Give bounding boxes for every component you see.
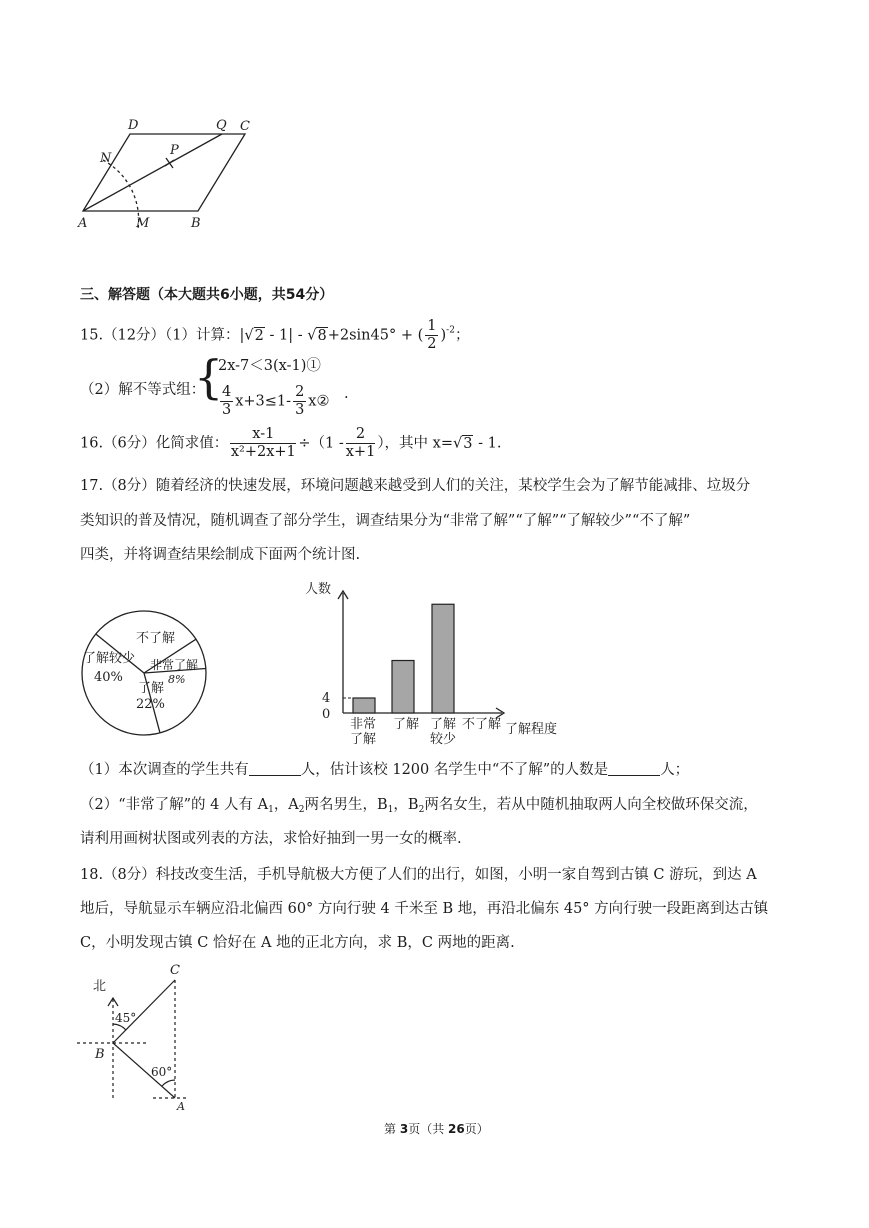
page-footer [384, 1120, 489, 1137]
footer-total-pages: 26 [448, 1122, 465, 1136]
parallelogram-abcd [83, 134, 245, 211]
pie-pct-feichang: 8% [168, 673, 186, 686]
bar-3 [432, 604, 454, 713]
label-p: P [170, 143, 179, 158]
minus-one: - 1 [264, 327, 289, 344]
frac-x-1 [230, 426, 296, 461]
parallelogram-figure [70, 110, 270, 235]
pie-label-feichang: 非常了解 [150, 658, 199, 672]
footer-mid: 页（共 [408, 1122, 449, 1136]
cat-label-3b: 较少 [430, 732, 457, 747]
answer-blank-1[interactable] [249, 761, 301, 776]
pie-label-jiaoshao: 了解较少 [83, 651, 136, 666]
minus: - [293, 327, 308, 344]
tick-label-0: 0 [322, 707, 331, 722]
frac-2-x1 [346, 426, 376, 461]
q15-part2-label: （2）解不等式组： [80, 382, 206, 398]
line-aq [83, 134, 222, 211]
fraction-half [425, 318, 438, 353]
cat-label-4: 不了解 [462, 717, 502, 732]
cat-label-1b: 了解 [350, 732, 377, 747]
end-mark: ； [454, 327, 470, 344]
ineq-mid: x+3≤1- [235, 393, 292, 410]
pie-chart [78, 605, 213, 740]
bar-2 [392, 661, 414, 714]
angle-60-label: 60° [151, 1065, 173, 1079]
q16-number: 16. [80, 435, 104, 452]
q17-sub1 [80, 760, 689, 780]
div-sign: ÷（1 - [298, 435, 344, 452]
pie-pct-jiaoshao: 40% [94, 670, 123, 685]
q17-line3: 四类，并将调查结果绘制成下面两个统计图. [80, 547, 361, 563]
label-b: B [191, 216, 201, 231]
angle-45-label: 45° [115, 1011, 137, 1025]
q17-number: 17. [80, 478, 104, 494]
north-label: 北 [93, 979, 107, 994]
q18-line3: C，小明发现古镇 C 恰好在 A 地的正北方向，求 B，C 两地的距离. [80, 935, 515, 951]
cat-label-1a: 非常 [350, 717, 377, 732]
frac-den: x²+2x+1 [230, 444, 296, 460]
sqrt-3: 3 [463, 435, 473, 452]
sqrt-2: 2 [254, 327, 264, 344]
label-c2: C [170, 963, 180, 978]
bar-xlabel: 了解程度 [505, 722, 558, 737]
footer-prefix: 第 [384, 1122, 400, 1136]
q16-end: - 1. [473, 435, 502, 452]
frac-den: x+1 [345, 444, 376, 460]
pie-pct-liaojie: 22% [136, 697, 165, 712]
q17-line2: 类知识的普及情况，随机调查了部分学生，调查结果分为“非常了解”“了解”“了解较少”“不了解” [80, 513, 691, 529]
sub1: 1 [268, 805, 274, 815]
p-mark-2 [165, 160, 174, 166]
frac-den: 3 [222, 402, 232, 418]
q15-points: （12分） [103, 327, 166, 344]
q15-part1: 15.（12分）（1）计算：|√2 - 1| - √8+2sin45° + ( $\frac{1}{2}$ )$^{-2}$； [80, 318, 470, 352]
frac-2-3 [293, 384, 306, 419]
t4: ，B [393, 797, 419, 813]
answer-blank-2[interactable] [608, 761, 660, 776]
q18-line1 [80, 865, 757, 885]
brace: { [194, 350, 224, 404]
q16-points: （6分）化简求值： [103, 435, 229, 452]
label-q: Q [216, 118, 227, 133]
t1: （2）“非常了解”的 4 人有 A [80, 797, 269, 813]
q17-line1 [80, 476, 750, 496]
exponent: -2 [446, 325, 455, 336]
frac-num: 2 [346, 426, 376, 444]
tick-label-4: 4 [322, 691, 331, 706]
abs-open: | [239, 327, 245, 344]
inequality-1: 2x-7＜3(x-1)① [218, 358, 321, 374]
cat-label-3a: 了解 [430, 717, 457, 732]
q17-sub2-line1 [80, 795, 758, 820]
paren-close: ) [440, 327, 447, 344]
q15-period: . [344, 386, 349, 402]
q15-number: 15. [80, 327, 104, 344]
q17-sub2-line2: 请利用画树状图或列表的方法，求恰好抽到一男一女的概率. [80, 831, 462, 847]
footer-suffix: 页） [464, 1122, 489, 1136]
frac-4-3 [220, 384, 233, 419]
label-m: M [136, 216, 150, 231]
frac-num: 2 [295, 384, 305, 400]
section-title: 三、解答题（本大题共6小题，共54分） [80, 287, 334, 303]
frac-den: 3 [295, 402, 305, 418]
sub3: 1 [387, 805, 394, 815]
abs-close: | [288, 327, 294, 344]
q16-tail: ），其中 x= [377, 435, 453, 452]
sqrt-8: 8 [317, 327, 327, 344]
inequality-2 [218, 384, 329, 419]
plus-sin: +2sin45° + ( [327, 327, 424, 344]
label-b2: B [95, 1047, 105, 1062]
ineq-end: x② [308, 393, 330, 410]
frac-den: 2 [427, 336, 437, 352]
t3: 两名男生，B [304, 797, 388, 813]
bar-chart [300, 575, 600, 750]
frac-num: 4 [222, 384, 232, 400]
bar-ylabel: 人数 [305, 582, 332, 597]
pie-label-buliaojie: 不了解 [136, 631, 176, 646]
q16: 16.（6分）化简求值： $\frac{x-1}{\text{x²+2x+1}}$ ÷（1 - $\frac{2}{x+1}$ ），其中 x=√3 - 1. [80, 426, 502, 460]
sub4: 2 [418, 805, 425, 815]
frac-num: 1 [427, 318, 437, 334]
cat-label-2: 了解 [393, 717, 420, 732]
direction-figure [75, 960, 205, 1115]
q15-part1-label: （1）计算： [165, 327, 240, 344]
pie-label-liaojie: 了解 [138, 681, 165, 696]
label-n: N [100, 151, 112, 166]
q17-sub1-c: 人； [660, 762, 690, 778]
label-a: A [78, 216, 88, 231]
angle-60-arc [162, 1080, 175, 1086]
footer-page-number: 3 [399, 1122, 409, 1136]
q17-text1: （8分）随着经济的快速发展，环境问题越来越受到人们的关注，某校学生会为了解节能减排、垃圾分 [103, 478, 751, 494]
q17-sub1-b: 人，估计该校 1200 名学生中“不了解”的人数是 [300, 762, 609, 778]
q18-number: 18. [80, 867, 104, 883]
t5: 两名女生，若从中随机抽取两人向全校做环保交流， [424, 797, 758, 813]
frac-num: x-1 [230, 426, 296, 444]
t2: ，A [273, 797, 299, 813]
label-d: D [128, 118, 139, 133]
q18-line2: 地后，导航显示车辆应沿北偏西 60° 方向行驶 4 千米至 B 地，再沿北偏东 45° 方向行驶一段距离到达古镇 [80, 901, 769, 917]
q17-sub1-a: （1）本次调查的学生共有 [80, 762, 249, 778]
sub2: 2 [298, 805, 305, 815]
label-c: C [240, 119, 250, 134]
bar-1 [353, 698, 375, 713]
label-a2: A [177, 1100, 185, 1113]
q18-text1: （8分）科技改变生活，手机导航极大方便了人们的出行，如图，小明一家自驾到古镇 C 游玩，到达 A [103, 867, 757, 883]
